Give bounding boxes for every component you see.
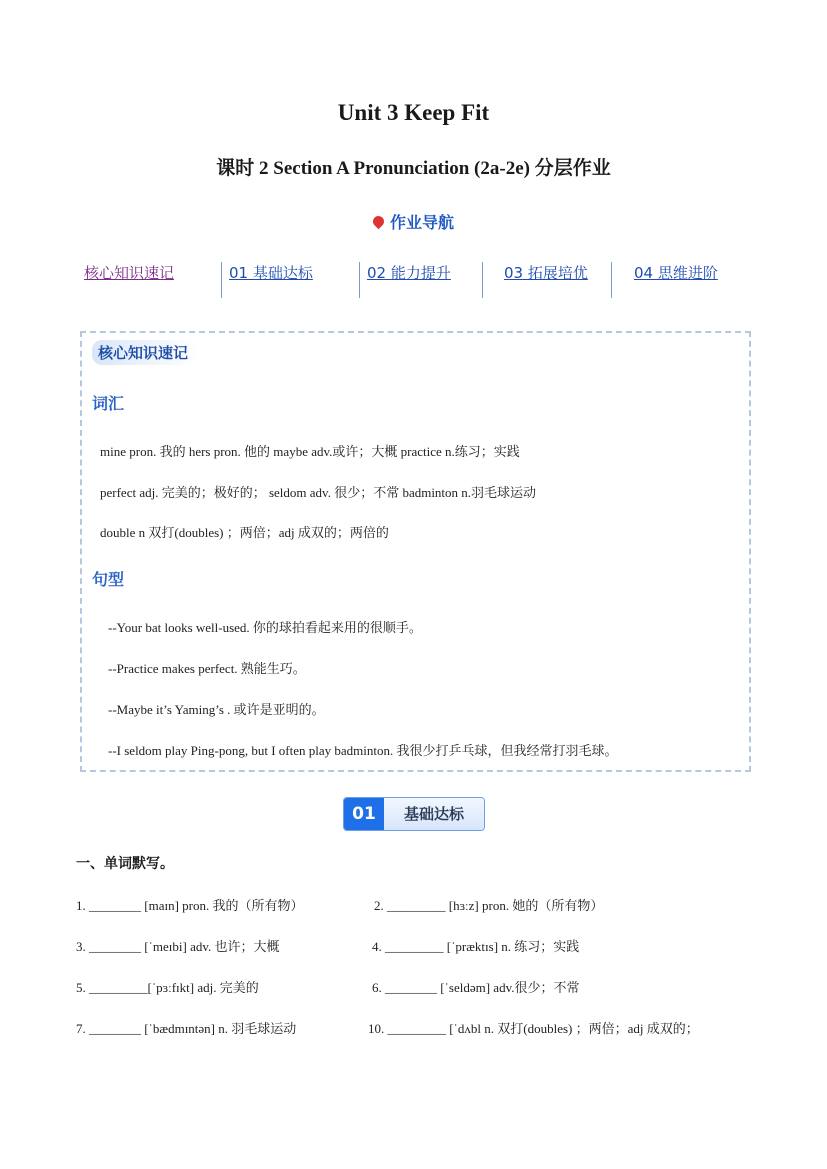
- nav-divider: [221, 262, 222, 298]
- exercise-item: 3. ________ [ˈmeɪbi] adv. 也许；大概: [76, 939, 280, 954]
- question-heading: 一、单词默写。: [76, 856, 174, 872]
- vocab-line: mine pron. 我的 hers pron. 他的 maybe adv.或许；大概 practice n.练习；实践: [100, 444, 520, 459]
- nav-divider: [359, 262, 360, 298]
- exercise-item: 1. ________ [maɪn] pron. 我的（所有物）: [76, 898, 304, 913]
- nav-divider: [611, 262, 612, 298]
- location-pin-icon: [371, 214, 387, 230]
- vocab-heading: 词汇: [92, 394, 125, 413]
- nav-link-core[interactable]: 核心知识速记: [84, 264, 175, 282]
- nav-link-02[interactable]: 02 能力提升: [367, 264, 451, 282]
- exercise-item: 7. ________ [ˈbædmɪntən] n. 羽毛球运动: [76, 1021, 297, 1036]
- core-knowledge-badge: 核心知识速记: [92, 340, 198, 365]
- page-subtitle: 课时 2 Section A Pronunciation (2a-2e) 分层作业: [216, 158, 611, 179]
- section-number: 01: [344, 798, 384, 830]
- exercise-item: 4. _________ [ˈpræktɪs] n. 练习；实践: [372, 939, 580, 954]
- sentence-line: --Maybe it’s Yaming’s . 或许是亚明的。: [108, 702, 325, 717]
- nav-divider: [482, 262, 483, 298]
- section-label: 基础达标: [384, 798, 484, 830]
- sentence-line: --I seldom play Ping-pong, but I often play badminton. 我很少打乒乓球，但我经常打羽毛球。: [108, 743, 618, 758]
- exercise-item: 2. _________ [hɜːz] pron. 她的（所有物）: [374, 898, 604, 913]
- exercise-item: 6. ________ [ˈseldəm] adv.很少；不常: [372, 980, 580, 995]
- nav-heading: [0, 210, 827, 233]
- exercise-item: 10. _________ [ˈdʌbl n. 双打(doubles) ；两倍；adj 成双的；: [368, 1021, 699, 1036]
- section-01-badge: [343, 797, 485, 831]
- nav-link-03[interactable]: 03 拓展培优: [504, 264, 588, 282]
- sentence-line: --Your bat looks well-used. 你的球拍看起来用的很顺手。: [108, 620, 422, 635]
- sentence-heading: 句型: [92, 570, 125, 589]
- vocab-line: perfect adj. 完美的；极好的； seldom adv. 很少；不常 badminton n.羽毛球运动: [100, 485, 537, 500]
- nav-heading-label: 作业导航: [389, 213, 454, 232]
- sentence-line: --Practice makes perfect. 熟能生巧。: [108, 661, 306, 676]
- nav-link-01[interactable]: 01 基础达标: [229, 264, 313, 282]
- exercise-item: 5. _________[ˈpɜːfɪkt] adj. 完美的: [76, 980, 259, 995]
- vocab-line: double n 双打(doubles) ；两倍；adj 成双的；两倍的: [100, 525, 389, 540]
- nav-link-04[interactable]: 04 思维进阶: [634, 264, 718, 282]
- page-title: Unit 3 Keep Fit: [337, 100, 490, 125]
